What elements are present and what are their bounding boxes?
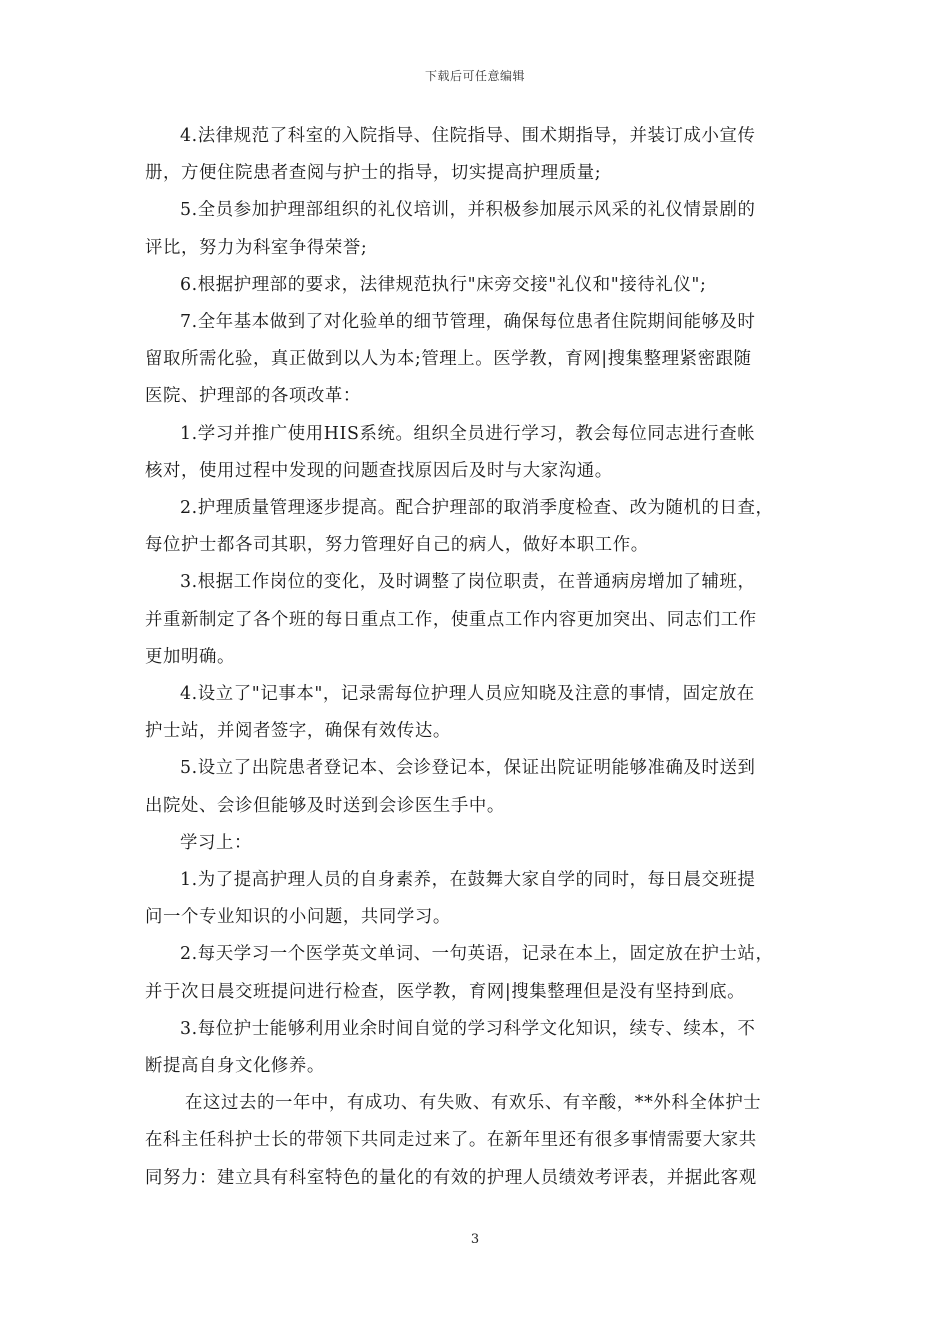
paragraph-item <box>145 1011 810 1085</box>
text-line: 在这过去的一年中，有成功、有失败、有欢乐、有辛酸，**外科全体护士 <box>185 1093 762 1114</box>
text-line: 1.为了提高护理人员的自身素养，在鼓舞大家自学的同时，每日晨交班提 <box>180 870 756 891</box>
paragraph-item <box>145 936 810 1010</box>
text-line: 留取所需化验，真正做到以人为本;管理上。医学教，育网|搜集整理紧密跟随 <box>145 349 752 370</box>
header-note: 下载后可任意编辑 <box>424 69 525 83</box>
paragraph-item <box>145 564 810 676</box>
text-line: 4.设立了"记事本"，记录需每位护理人员应知晓及注意的事情，固定放在 <box>180 684 755 705</box>
section-heading <box>145 825 810 862</box>
text-line: 5.设立了出院患者登记本、会诊登记本，保证出院证明能够准确及时送到 <box>180 758 756 779</box>
document-body <box>145 118 810 1197</box>
paragraph-item <box>145 416 810 490</box>
text-line: 断提高自身文化修养。 <box>145 1056 325 1077</box>
text-line: 医院、护理部的各项改革： <box>145 386 361 407</box>
paragraph-item <box>145 1085 810 1197</box>
text-line: 并重新制定了各个班的每日重点工作，使重点工作内容更加突出、同志们工作 <box>145 609 757 630</box>
paragraph-item <box>145 750 810 824</box>
text-line: 出院处、会诊但能够及时送到会诊医生手中。 <box>145 795 505 816</box>
page-number: 3 <box>470 1232 480 1247</box>
paragraph-item <box>145 192 810 266</box>
text-line: 同努力：建立具有科室特色的量化的有效的护理人员绩效考评表，并据此客观 <box>145 1167 757 1188</box>
text-line: 6.根据护理部的要求，法律规范执行"床旁交接"礼仪和"接待礼仪"; <box>180 274 707 295</box>
text-line: 2.每天学习一个医学英文单词、一句英语，记录在本上，固定放在护士站， <box>180 944 774 965</box>
text-line: 3.每位护士能够利用业余时间自觉的学习科学文化知识，续专、续本，不 <box>180 1018 756 1039</box>
paragraph-item <box>145 676 810 750</box>
paragraph-item <box>145 490 810 564</box>
text-line: 7.全年基本做到了对化验单的细节管理，确保每位患者住院期间能够及时 <box>180 312 756 333</box>
text-line: 册，方便住院患者查阅与护士的指导，切实提高护理质量; <box>145 163 602 184</box>
text-line: 核对，使用过程中发现的问题查找原因后及时与大家沟通。 <box>145 460 613 481</box>
text-line: 4.法律规范了科室的入院指导、住院指导、围术期指导，并装订成小宣传 <box>180 126 756 146</box>
text-line: 问一个专业知识的小问题，共同学习。 <box>145 907 451 928</box>
text-line: 2.护理质量管理逐步提高。配合护理部的取消季度检查、改为随机的日查， <box>180 498 774 519</box>
paragraph-item <box>145 304 810 416</box>
text-line: 在科主任科护士长的带领下共同走过来了。在新年里还有很多事情需要大家共 <box>145 1130 757 1151</box>
text-line: 5.全员参加护理部组织的礼仪培训，并积极参加展示风采的礼仪情景剧的 <box>180 200 756 221</box>
text-line: 每位护士都各司其职，努力管理好自己的病人，做好本职工作。 <box>145 535 649 556</box>
text-line: 并于次日晨交班提问进行检查，医学教，育网|搜集整理但是没有坚持到底。 <box>145 981 746 1002</box>
text-line: 更加明确。 <box>145 646 235 667</box>
paragraph-item <box>145 862 810 936</box>
paragraph-item <box>145 267 810 304</box>
text-line: 3.根据工作岗位的变化，及时调整了岗位职责，在普通病房增加了辅班， <box>180 572 756 593</box>
text-line: 1.学习并推广使用HIS系统。组织全员进行学习，教会每位同志进行查帐 <box>180 423 756 444</box>
text-line: 学习上： <box>180 832 252 853</box>
text-line: 评比，努力为科室争得荣誉; <box>145 237 368 258</box>
text-line: 护士站，并阅者签字，确保有效传达。 <box>145 721 451 742</box>
paragraph-item <box>145 118 810 192</box>
